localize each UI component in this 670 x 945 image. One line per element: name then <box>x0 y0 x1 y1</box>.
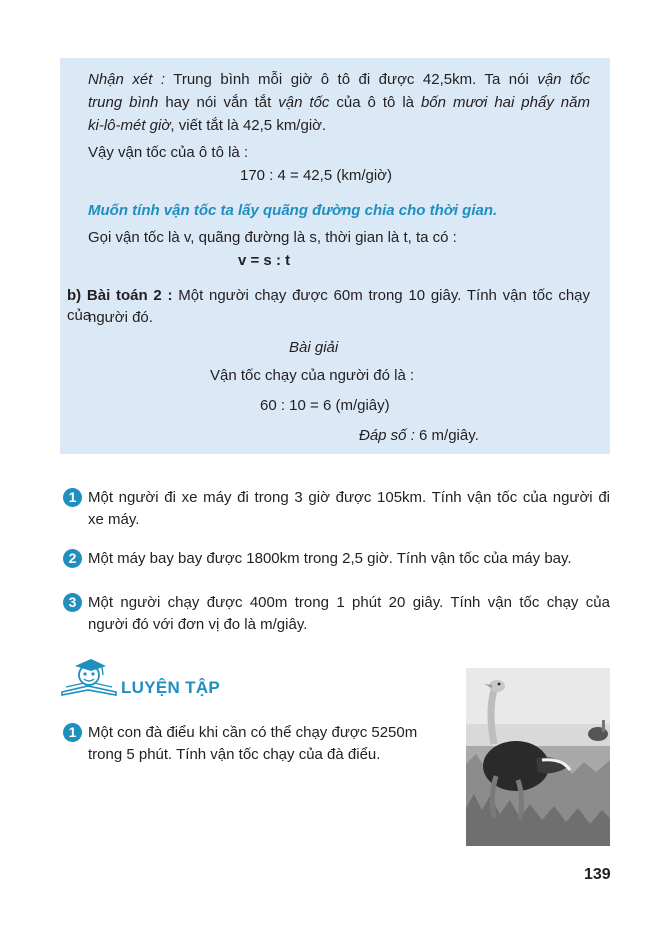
exercise-3-line-1: Một người chạy được 400m trong 1 phút 20 giây. Tính vận tốc chạy của <box>88 594 610 611</box>
exercise-2-number: 2 <box>63 549 82 568</box>
exercise-3-line-2: người đó với đơn vị đo là m/giây. <box>88 616 308 633</box>
problem-2-line-1: b) Bài toán 2 : Một người chạy được 60m trong 10 giây. Tính vận tốc chạy của <box>67 287 591 324</box>
solution-line-2: 60 : 10 = 6 (m/giây) <box>260 397 390 414</box>
student-mascot-icon <box>58 656 120 696</box>
note-line-1: Nhận xét : Trung bình mỗi giờ ô tô đi được 42,5km. Ta nói vận tốc <box>88 71 590 88</box>
page-number: 139 <box>584 866 611 883</box>
speed-calculation: 170 : 4 = 42,5 (km/giờ) <box>240 167 392 184</box>
answer-line: Đáp số : 6 m/giây. <box>359 427 479 444</box>
exercise-1-line-2: xe máy. <box>88 511 140 528</box>
practice-1-line-2: trong 5 phút. Tính vận tốc chạy của đà điểu. <box>88 746 381 763</box>
note-line-3: ki-lô-mét giờ, viết tắt là 42,5 km/giờ. <box>88 117 327 134</box>
practice-1-number: 1 <box>63 723 82 742</box>
practice-heading: LUYỆN TẬP <box>121 678 221 697</box>
solution-line-1: Vận tốc chạy của người đó là : <box>210 367 415 384</box>
exercise-3-number: 3 <box>63 593 82 612</box>
problem-2-line-2: người đó. <box>88 309 153 326</box>
speed-formula: v = s : t <box>238 252 291 269</box>
speed-intro-text: Vậy vận tốc của ô tô là : <box>88 144 249 161</box>
exercise-1-line-1: Một người đi xe máy đi trong 3 giờ được 105km. Tính vận tốc của người đi <box>88 489 610 506</box>
exercise-1-number: 1 <box>63 488 82 507</box>
notation-text: Gọi vận tốc là v, quãng đường là s, thời gian là t, ta có : <box>88 229 457 246</box>
practice-1-line-1: Một con đà điểu khi cần có thể chạy được 5250m <box>88 724 418 741</box>
ostrich-photo <box>466 668 610 846</box>
speed-rule: Muốn tính vận tốc ta lấy quãng đường chia cho thời gian. <box>88 202 498 219</box>
exercise-2-line-1: Một máy bay bay được 1800km trong 2,5 giờ. Tính vận tốc của máy bay. <box>88 550 572 567</box>
note-line-2: trung bình hay nói vắn tắt vận tốc của ô tô là bốn mươi hai phẩy năm <box>88 94 590 111</box>
solution-title: Bài giải <box>289 339 339 356</box>
